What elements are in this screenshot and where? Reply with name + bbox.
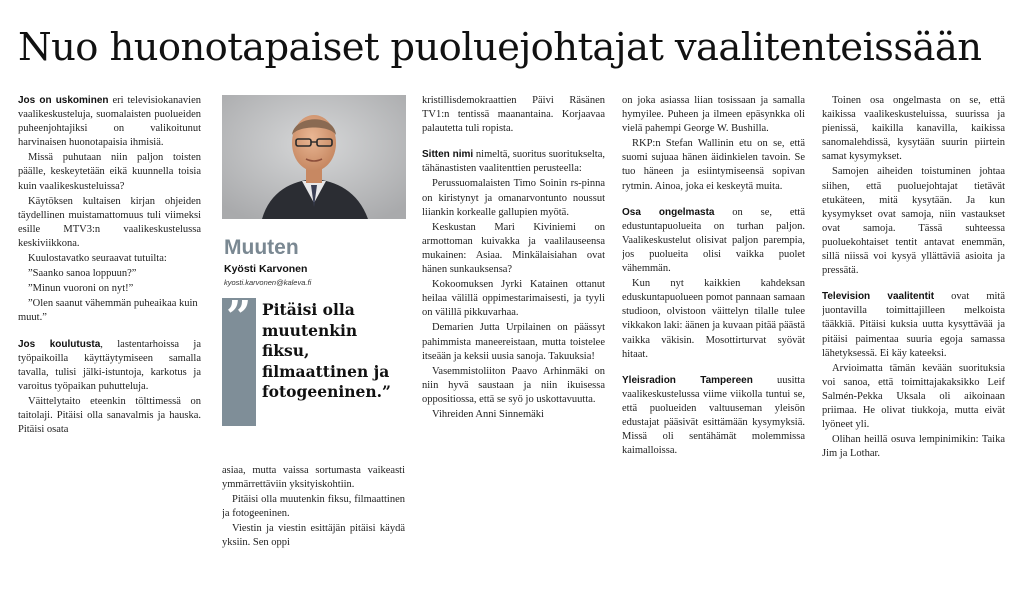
- paragraph: Arvioimatta tämän kevään suorituksia voi sanoa, että toimittajakaksikko Leif Salmén-Pekka Uksala oli aikoinaan priimaa. He olivat tiukkoja, mutta eivät lyöneet yli.: [822, 362, 1005, 431]
- paragraph: Demarien Jutta Urpilainen on päässyt pahimmista maneereistaan, mutta toistelee itseään ja keksii uusia sanoja. Takuuksia!: [422, 322, 605, 362]
- paragraph: [422, 148, 605, 176]
- paragraph: Keskustan Mari Kiviniemi on armottoman kuivakka ja vaalilauseensa mukainen: Asiaa. Minkälaisiahan ovat hänen sunkauksensa?: [422, 221, 605, 276]
- paragraph-kicker: Osa ongelmasta: [622, 206, 715, 218]
- paragraph: Vasemmistoliiton Paavo Arhinmäki on niin hyvä saustaan ja niin ikuisessa oppositiossa, että se syö jo uskottavuutta.: [422, 365, 605, 405]
- pull-quote: Pitäisi olla muutenkin fiksu, filmaattinen ja fotogeeninen.”: [262, 300, 391, 401]
- paragraph-kicker: Yleisradion Tampereen: [622, 374, 753, 386]
- paragraph: [622, 374, 805, 459]
- author-email: kyosti.karvonen@kaleva.fi: [224, 278, 312, 287]
- paragraph-kicker: Jos koulutusta: [18, 338, 101, 350]
- paragraph: asiaa, mutta vaissa sortumasta vaikeasti ymmärrettäviin yksityiskohtiin.: [222, 465, 405, 491]
- paragraph: Perussuomalaisten Timo Soinin rs-pinna on kiristynyt ja omanarvontunto noussut liiankin korkealle gallupien myötä.: [422, 178, 605, 218]
- article-column-2: [222, 464, 405, 594]
- paragraph: Kun nyt kaikkien kahdeksan eduskuntapuolueen pomot pannaan samaan studioon, olvistoon väittelyn tilalle tulee vikkakon laki: äänen ja kuvaan pitää päästä vaikka väkisin. Mosottirturvat syövät hitaat.: [622, 278, 805, 360]
- paragraph: Käytöksen kultaisen kirjan ohjeiden täydellinen muistamattomuus tuli viimeksi esille MTV3:n vaalikeskustelussa keskiviikkona.: [18, 195, 201, 249]
- article-column-3: [422, 94, 605, 594]
- paragraph-text: ovat mitä juontavilla toimittajilleen melkoista tääkkiä. Pitäisi kuksia uutta kysyttävää ja pitäisi paimentaa suuria egoja samassa lähetyksessä. Ei käy kateeksi.: [822, 291, 1005, 359]
- paragraph-kicker: Television vaalitentit: [822, 291, 935, 303]
- paragraph-text: on se, että edustuntapuolueita on turhan paljon. Vaalikeskustelut olisivat paljon parempia, jos puolueita olisi vaikka puolet vähemmän.: [622, 206, 805, 275]
- paragraph-text: uusitta vaalikeskustelussa viime viikolla tuntui se, että puolueiden valtuuseman yleisön edustajat pääsivät esittämään kysymyksiä. Missä oli sentähämät molemmissa kaimalloissa.: [622, 374, 805, 457]
- paragraph: Kuulostavatko seuraavat tutuilta:: [28, 253, 167, 265]
- paragraph-kicker: Sitten nimi: [422, 149, 474, 161]
- paragraph: Väittelytaito eteenkin tölttimessä on taitolaji. Pitäisi olla sanavalmis ja hauska. Pitäisi osata: [18, 395, 201, 436]
- author-name: Kyösti Karvonen: [224, 263, 308, 275]
- paragraph: RKP:n Stefan Wallinin etu on se, että suomi sujuaa hänen äidinkielen tavoin. Se tuo häneen ja esiintymiseensä sopivan rytmin. Ainoa, joka ei keskeytä muita.: [622, 138, 805, 192]
- quote-mark-icon: ”: [226, 292, 252, 343]
- paragraph-text: nimeltä, suoritus suoritukselta, tähänastisten vaalitenttien perusteella:: [422, 149, 605, 175]
- quote-line: ”Saanko sanoa loppuun?”: [28, 268, 137, 280]
- quote-line: ”Minun vuoroni on nyt!”: [28, 283, 134, 295]
- paragraph: [18, 94, 201, 150]
- paragraph-kicker: Jos on uskominen: [18, 95, 109, 106]
- author-portrait-illustration: [222, 95, 406, 219]
- paragraph: Toinen osa ongelmasta on se, että kaikissa vaalikeskusteluissa, suurissa ja pienissä, kaikilla kanavilla, kaikissa sanomalehdissä, kysytään suurin piirtein samat kysymykset.: [822, 95, 1005, 163]
- article-column-1: [18, 94, 201, 594]
- article-column-5: [822, 94, 1005, 594]
- author-photo: [222, 95, 406, 219]
- paragraph: [622, 206, 805, 276]
- paragraph-text: , lastentarhoissa ja työpaikoilla käyttäytymiseen samalla tavalla, tulisi jälki-istuntoja, karkotus ja varoitus työpaikan puhutteluja.: [18, 338, 201, 392]
- paragraph: Missä puhutaan niin paljon toisten päälle, keskeytetään eikä kuunnella toisia kuin vaalikeskusteluissa?: [18, 152, 201, 192]
- paragraph: Pitäisi olla muutenkin fiksu, filmaattinen ja fotogeeninen.: [222, 494, 405, 520]
- quote-line: ”Olen saanut vähemmän puheaikaa kuin muut.”: [18, 298, 198, 324]
- paragraph: on joka asiassa liian tosissaan ja samalla hymyilee. Puheen ja ilmeen epäsynkka oli vielä pahempi George W. Bushilla.: [622, 95, 805, 135]
- paragraph: [822, 290, 1005, 360]
- paragraph: kristillisdemokraattien Päivi Räsänen TV1:n tentissä maanantaina. Korjaavaa palautetta tuli ropista.: [422, 95, 605, 135]
- paragraph: Samojen aiheiden toistuminen johtaa siihen, että puoluejohtajat tietävät etukäteen, mitä kysytään. Ja kun kysymykset ovat samoja, niin vastaukset ovat samoja. Tässä suhteessa puoluekohtaiset tentit antavat enemmän, sillä niissä voi kysyä yllättäviä asioita ja pressätä.: [822, 166, 1005, 277]
- paragraph: [18, 338, 201, 394]
- paragraph: Vihreiden Anni Sinnemäki: [432, 408, 544, 420]
- column-name: Muuten: [224, 236, 299, 259]
- article-column-4: [622, 94, 805, 594]
- paragraph: Viestin ja viestin esittäjän pitäisi käydä yksiin. Sen oppi: [222, 523, 405, 549]
- paragraph: Olihan heillä osuva lempinimikin: Taika Jim ja Lothar.: [822, 434, 1005, 460]
- pull-quote-bar: [222, 292, 256, 426]
- headline: Nuo huonotapaiset puoluejohtajat vaalitenteissään: [18, 25, 982, 70]
- paragraph: Kokoomuksen Jyrki Katainen ottanut heilaa välillä oppimestarimaisesti, ja tyyli on välillä pikkuvarhaa.: [422, 279, 605, 319]
- paragraph-text: eri televisiokanavien vaalikeskusteluja, suomalaisten puolueiden puheenjohtajiksi on valikoitunut harvinaisen huonotapaisia ihmisiä.: [18, 95, 201, 149]
